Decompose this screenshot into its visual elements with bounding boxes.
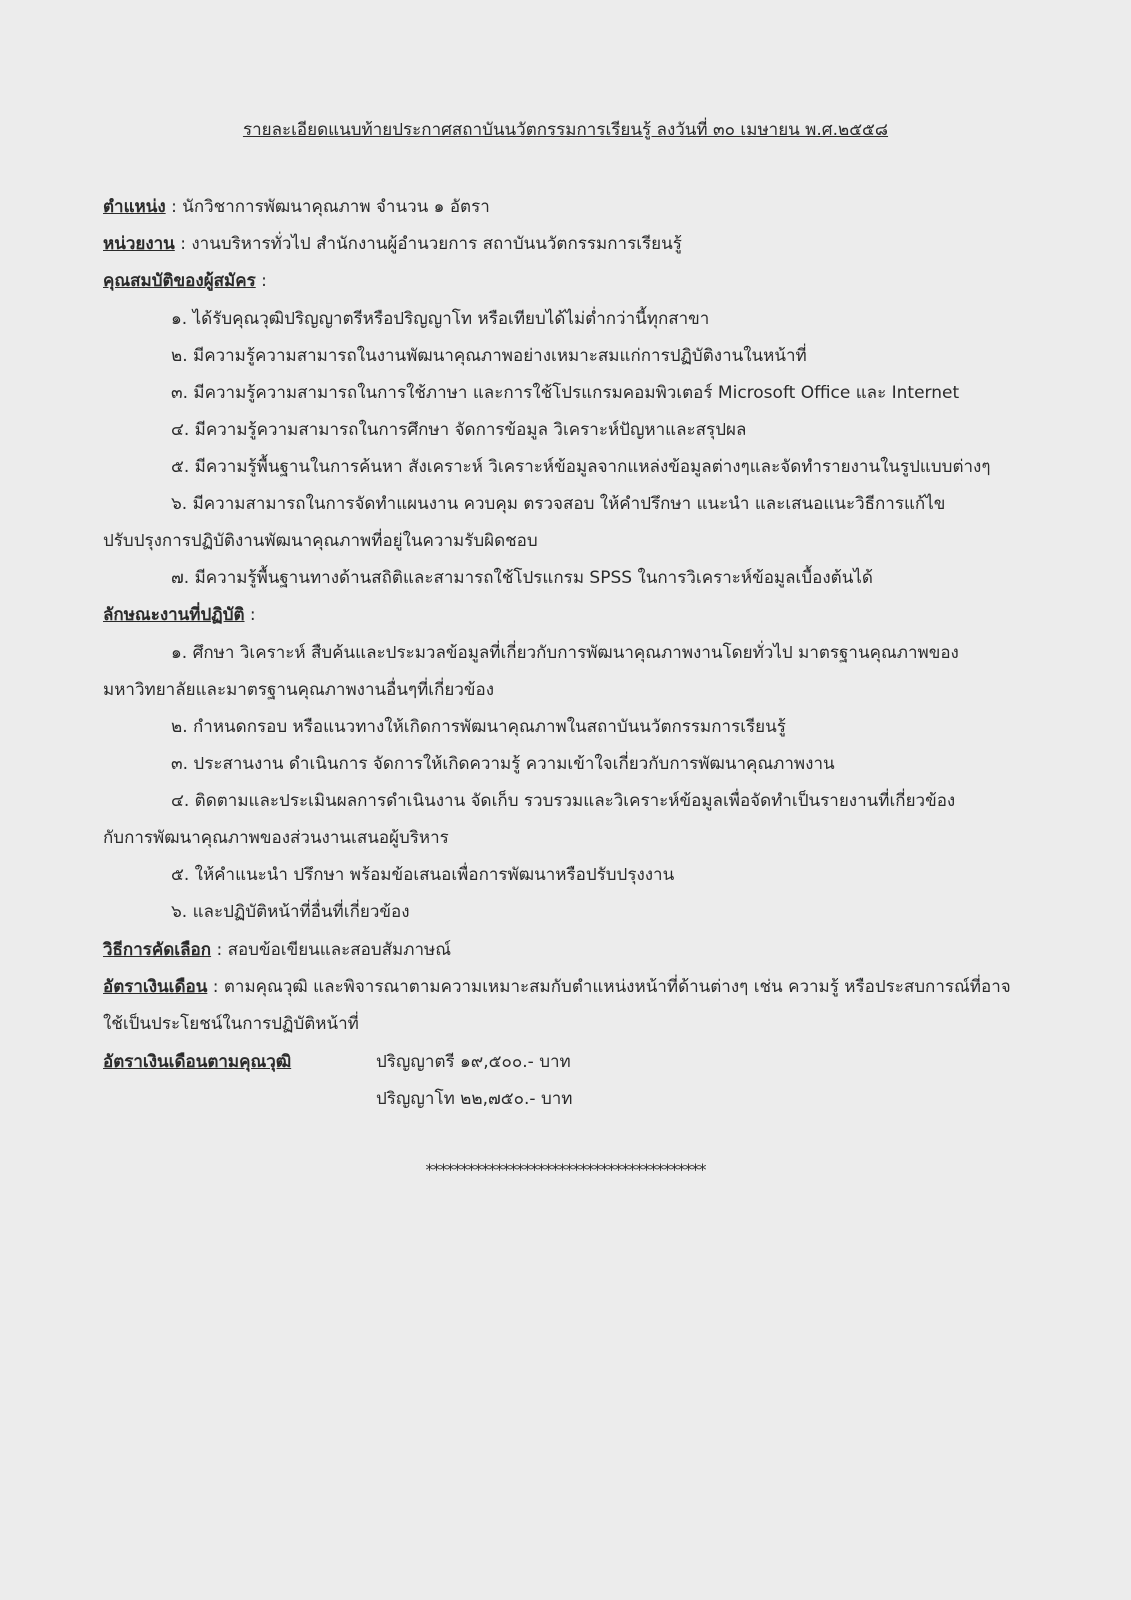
salary-value: : ตามคุณวุฒิ และพิจารณาตามความเหมาะสมกับตำแหน่งหน้าที่ด้านต่างๆ เช่น ความรู้ หรือประสบการณ์ที่อาจ [207,977,1011,997]
selection-label: วิธีการคัดเลือก [103,940,212,960]
position-line [103,193,490,220]
duty-item: ๕. ให้คำแนะนำ ปรึกษา พร้อมข้อเสนอเพื่อการพัฒนาหรือปรับปรุงงาน [171,865,675,885]
duty-item-continuation: มหาวิทยาลัยและมาตรฐานคุณภาพงานอื่นๆที่เกี่ยวข้อง [103,680,495,700]
selection-line [103,936,451,963]
qualification-item: ๑. ได้รับคุณวุฒิปริญญาตรีหรือปริญญาโท หรือเทียบได้ไม่ต่ำกว่านี้ทุกสาขา [171,309,710,329]
qualification-item: ๒. มีความรู้ความสามารถในงานพัฒนาคุณภาพอย่างเหมาะสมแก่การปฏิบัติงานในหน้าที่ [171,346,807,366]
qualification-item: ๓. มีความรู้ความสามารถในการใช้ภาษา และการใช้โปรแกรมคอมพิวเตอร์ Microsoft Office และ Internet [171,383,960,403]
salary-by-degree-label [103,1048,291,1075]
qualification-item-continuation: ปรับปรุงการปฏิบัติงานพัฒนาคุณภาพที่อยู่ในความรับผิดชอบ [103,531,538,551]
qualification-item: ๕. มีความรู้พื้นฐานในการค้นหา สังเคราะห์ วิเคราะห์ข้อมูลจากแหล่งข้อมูลต่างๆและจัดทำรายงานในรูปแบบต่างๆ [171,457,991,477]
qualifications-suffix: : [255,271,267,291]
duty-item: ๖. และปฏิบัติหน้าที่อื่นที่เกี่ยวข้อง [171,902,410,922]
salary-label: อัตราเงินเดือน [103,977,208,997]
duty-item: ๒. กำหนดกรอบ หรือแนวทางให้เกิดการพัฒนาคุณภาพในสถาบันนวัตกรรมการเรียนรู้ [171,717,786,737]
position-value: : นักวิชาการพัฒนาคุณภาพ จำนวน ๑ อัตรา [165,197,490,217]
unit-line [103,230,682,257]
qualifications-label: คุณสมบัติของผู้สมัคร [103,271,256,291]
duty-item: ๑. ศึกษา วิเคราะห์ สืบค้นและประมวลข้อมูลที่เกี่ยวกับการพัฒนาคุณภาพงานโดยทั่วไป มาตรฐานคุณภาพของ [171,643,959,663]
duty-item-continuation: กับการพัฒนาคุณภาพของส่วนงานเสนอผู้บริหาร [103,828,449,848]
duty-item: ๓. ประสานงาน ดำเนินการ จัดการให้เกิดความรู้ ความเข้าใจเกี่ยวกับการพัฒนาคุณภาพงาน [171,754,835,774]
position-label: ตำแหน่ง [103,197,166,217]
salary-bachelor: ปริญญาตรี ๑๙,๕๐๐.- บาท [376,1052,571,1072]
salary-by-degree-label-text: อัตราเงินเดือนตามคุณวุฒิ [103,1052,292,1072]
qualifications-heading [103,267,267,294]
end-mark: **************************************** [425,1160,706,1179]
selection-value: : สอบข้อเขียนและสอบสัมภาษณ์ [211,940,451,960]
duties-suffix: : [244,605,256,625]
qualification-item: ๔. มีความรู้ความสามารถในการศึกษา จัดการข้อมูล วิเคราะห์ปัญหาและสรุปผล [171,420,747,440]
duty-item: ๔. ติดตามและประเมินผลการดำเนินงาน จัดเก็บ รวบรวมและวิเคราะห์ข้อมูลเพื่อจัดทำเป็นรายงานที่เกี่ยวข้อง [171,791,956,811]
qualification-item: ๗. มีความรู้พื้นฐานทางด้านสถิติและสามารถใช้โปรแกรม SPSS ในการวิเคราะห์ข้อมูลเบื้องต้นได้ [171,568,873,588]
qualification-item: ๖. มีความสามารถในการจัดทำแผนงาน ควบคุม ตรวจสอบ ให้คำปรึกษา แนะนำ และเสนอแนะวิธีการแก้ไข [171,494,946,514]
document-title: รายละเอียดแนบท้ายประกาศสถาบันนวัตกรรมการเรียนรู้ ลงวันที่ ๓๐ เมษายน พ.ศ.๒๕๕๘ [242,120,889,140]
salary-master: ปริญญาโท ๒๒,๗๕๐.- บาท [376,1089,573,1109]
salary-line [103,973,1011,1000]
unit-label: หน่วยงาน [103,234,175,254]
unit-value: : งานบริหารทั่วไป สำนักงานผู้อำนวยการ สถาบันนวัตกรรมการเรียนรู้ [174,234,682,254]
duties-heading [103,601,256,628]
duties-label: ลักษณะงานที่ปฏิบัติ [103,605,245,625]
salary-continuation: ใช้เป็นประโยชน์ในการปฏิบัติหน้าที่ [103,1014,359,1034]
